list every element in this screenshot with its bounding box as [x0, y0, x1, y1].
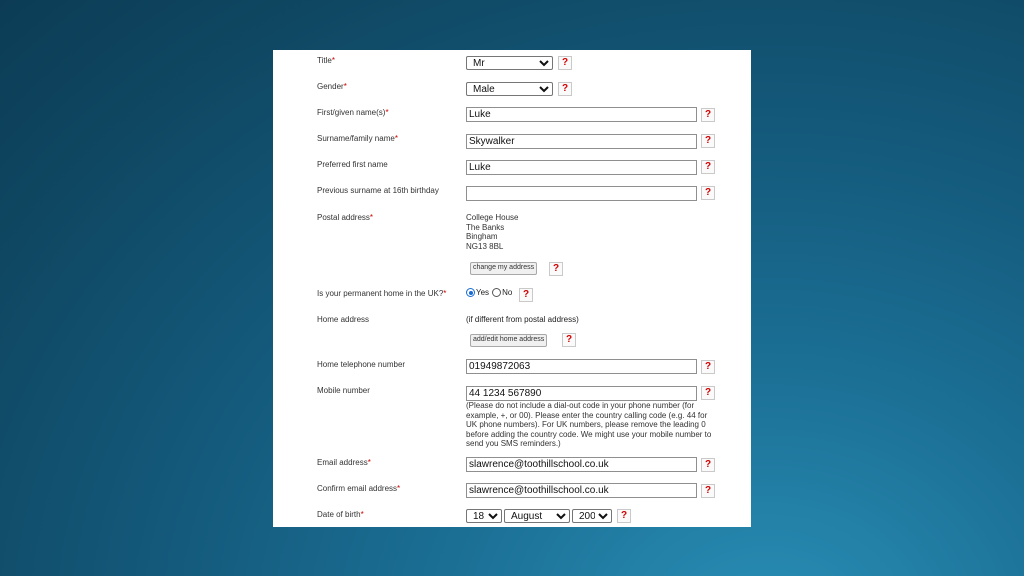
first-name-help-icon[interactable]: ? [701, 108, 715, 122]
postal-address-line: The Banks [466, 222, 505, 232]
email-help-icon[interactable]: ? [701, 458, 715, 472]
previous-surname-label: Previous surname at 16th birthday [317, 186, 439, 195]
mobile-help-icon[interactable]: ? [701, 386, 715, 400]
confirm-email-input[interactable] [466, 483, 697, 498]
postal-address-help-icon[interactable]: ? [549, 262, 563, 276]
gender-select[interactable] [466, 82, 553, 96]
add-edit-home-address-button[interactable]: add/edit home address [470, 334, 547, 347]
dob-day-select[interactable] [466, 509, 502, 523]
first-name-label: First/given name(s)* [317, 108, 389, 117]
dob-help-icon[interactable]: ? [617, 509, 631, 523]
surname-help-icon[interactable]: ? [701, 134, 715, 148]
mobile-input[interactable] [466, 386, 697, 401]
home-phone-label: Home telephone number [317, 360, 406, 369]
dob-month-select[interactable] [504, 509, 570, 523]
previous-surname-input[interactable] [466, 186, 697, 201]
postal-address-line: NG13 8BL [466, 241, 504, 251]
title-help-icon[interactable]: ? [558, 56, 572, 70]
home-address-label: Home address [317, 315, 370, 324]
confirm-email-label: Confirm email address* [317, 484, 401, 493]
permanent-home-radio-group [466, 288, 512, 297]
home-phone-help-icon[interactable]: ? [701, 360, 715, 374]
first-name-input[interactable] [466, 107, 697, 122]
email-label: Email address* [317, 458, 371, 467]
mobile-note-line: (Please do not include a dial-out code in your phone number (for [466, 401, 695, 410]
home-address-hint: (if different from postal address) [466, 315, 579, 324]
postal-address-line: College House [466, 213, 519, 222]
permanent-home-yes-radio[interactable] [466, 288, 475, 297]
permanent-home-no-radio[interactable] [492, 288, 501, 297]
gender-label: Gender* [317, 82, 347, 91]
surname-label: Surname/family name* [317, 134, 398, 143]
postal-address-value [466, 213, 518, 251]
permanent-home-no-label: No [502, 288, 513, 297]
mobile-note [466, 401, 711, 449]
permanent-home-yes-label: Yes [476, 288, 490, 297]
mobile-note-line: UK phone numbers). For UK numbers, please remove the leading 0 [466, 420, 706, 429]
permanent-home-label: Is your permanent home in the UK?* [317, 289, 447, 298]
title-select[interactable] [466, 56, 553, 70]
preferred-name-label: Preferred first name [317, 160, 388, 169]
dob-year-select[interactable] [572, 509, 612, 523]
permanent-home-help-icon[interactable]: ? [519, 288, 533, 302]
postal-address-label: Postal address* [317, 213, 374, 222]
preferred-name-input[interactable] [466, 160, 697, 175]
postal-address-line: Bingham [466, 232, 498, 241]
home-address-help-icon[interactable]: ? [562, 333, 576, 347]
mobile-label: Mobile number [317, 386, 370, 395]
registration-form [273, 50, 751, 527]
dob-label: Date of birth* [317, 510, 364, 519]
mobile-note-line: send you SMS reminders.) [466, 439, 561, 448]
previous-surname-help-icon[interactable]: ? [701, 186, 715, 200]
change-address-button[interactable]: change my address [470, 262, 537, 275]
title-label: Title* [317, 56, 335, 65]
mobile-note-line: before adding the country code. We might use your mobile number to [466, 429, 712, 439]
confirm-email-help-icon[interactable]: ? [701, 484, 715, 498]
email-input[interactable] [466, 457, 697, 472]
home-phone-input[interactable] [466, 359, 697, 374]
mobile-note-line: example, +, or 00). Please enter the country calling code (e.g. 44 for [466, 410, 708, 420]
gender-help-icon[interactable]: ? [558, 82, 572, 96]
surname-input[interactable] [466, 134, 697, 149]
preferred-name-help-icon[interactable]: ? [701, 160, 715, 174]
